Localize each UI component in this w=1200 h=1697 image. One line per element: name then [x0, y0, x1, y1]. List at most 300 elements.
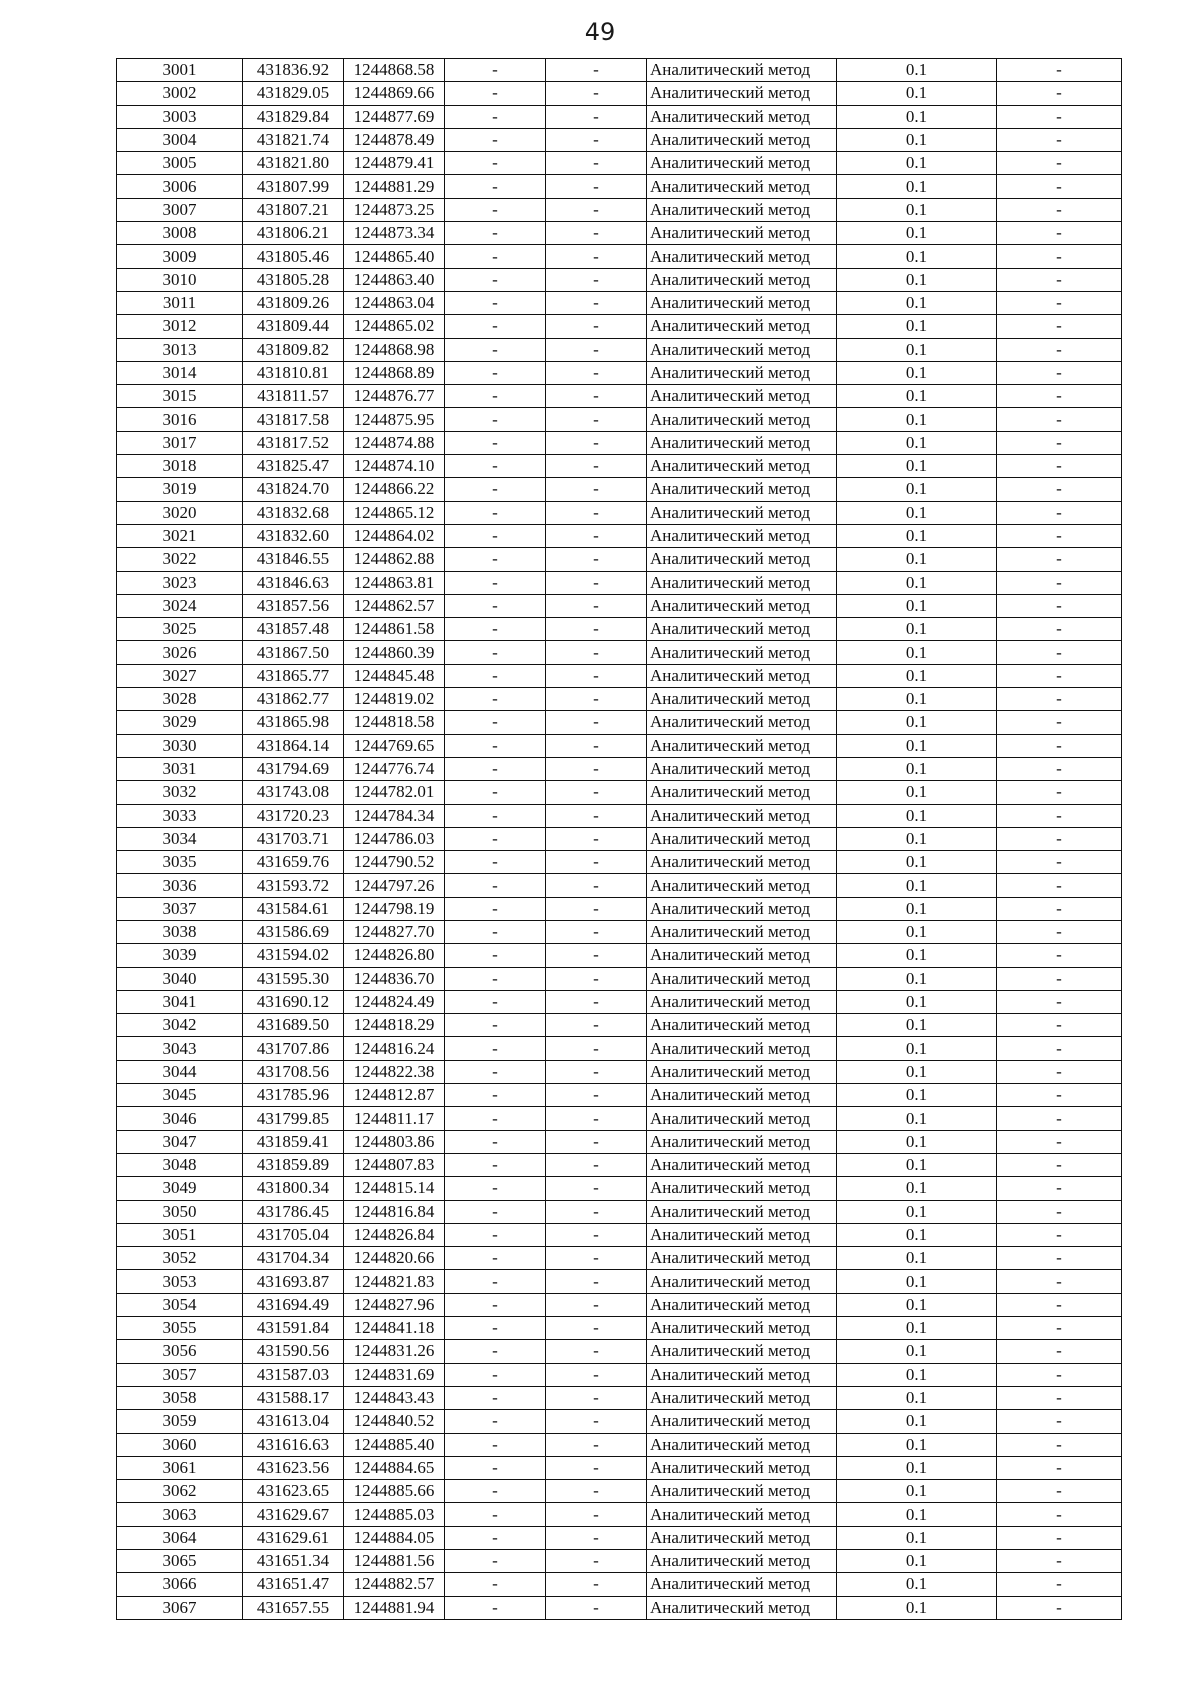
dash-cell: - [445, 571, 546, 594]
y-coordinate-cell: 1244885.66 [344, 1480, 445, 1503]
precision-cell: 0.1 [837, 827, 997, 850]
x-coordinate-cell: 431594.02 [243, 944, 344, 967]
dash-cell: - [546, 688, 647, 711]
dash-cell: - [997, 641, 1122, 664]
table-row [117, 455, 1122, 478]
dash-cell: - [445, 1596, 546, 1619]
x-coordinate-cell: 431590.56 [243, 1340, 344, 1363]
point-number-cell: 3003 [117, 105, 243, 128]
point-number-cell: 3067 [117, 1596, 243, 1619]
dash-cell: - [997, 385, 1122, 408]
precision-cell: 0.1 [837, 315, 997, 338]
dash-cell: - [445, 1153, 546, 1176]
table-row [117, 1340, 1122, 1363]
dash-cell: - [997, 1573, 1122, 1596]
dash-cell: - [546, 1293, 647, 1316]
dash-cell: - [445, 361, 546, 384]
y-coordinate-cell: 1244882.57 [344, 1573, 445, 1596]
dash-cell: - [445, 1386, 546, 1409]
x-coordinate-cell: 431703.71 [243, 827, 344, 850]
precision-cell: 0.1 [837, 967, 997, 990]
x-coordinate-cell: 431865.98 [243, 711, 344, 734]
table-row [117, 1247, 1122, 1270]
table-row [117, 245, 1122, 268]
x-coordinate-cell: 431836.92 [243, 59, 344, 82]
dash-cell: - [546, 734, 647, 757]
table-row [117, 757, 1122, 780]
dash-cell: - [445, 1293, 546, 1316]
precision-cell: 0.1 [837, 1014, 997, 1037]
dash-cell: - [445, 827, 546, 850]
precision-cell: 0.1 [837, 641, 997, 664]
point-number-cell: 3029 [117, 711, 243, 734]
precision-cell: 0.1 [837, 711, 997, 734]
x-coordinate-cell: 431587.03 [243, 1363, 344, 1386]
x-coordinate-cell: 431720.23 [243, 804, 344, 827]
precision-cell: 0.1 [837, 291, 997, 314]
table-row [117, 897, 1122, 920]
point-number-cell: 3063 [117, 1503, 243, 1526]
method-cell: Аналитический метод [647, 1060, 837, 1083]
dash-cell: - [445, 548, 546, 571]
precision-cell: 0.1 [837, 548, 997, 571]
dash-cell: - [546, 548, 647, 571]
precision-cell: 0.1 [837, 1037, 997, 1060]
method-cell: Аналитический метод [647, 1410, 837, 1433]
method-cell: Аналитический метод [647, 688, 837, 711]
precision-cell: 0.1 [837, 1363, 997, 1386]
dash-cell: - [546, 781, 647, 804]
dash-cell: - [445, 222, 546, 245]
precision-cell: 0.1 [837, 455, 997, 478]
method-cell: Аналитический метод [647, 548, 837, 571]
x-coordinate-cell: 431867.50 [243, 641, 344, 664]
dash-cell: - [546, 338, 647, 361]
method-cell: Аналитический метод [647, 385, 837, 408]
point-number-cell: 3059 [117, 1410, 243, 1433]
method-cell: Аналитический метод [647, 268, 837, 291]
method-cell: Аналитический метод [647, 874, 837, 897]
point-number-cell: 3064 [117, 1526, 243, 1549]
method-cell: Аналитический метод [647, 641, 837, 664]
dash-cell: - [445, 1340, 546, 1363]
point-number-cell: 3013 [117, 338, 243, 361]
precision-cell: 0.1 [837, 361, 997, 384]
precision-cell: 0.1 [837, 804, 997, 827]
dash-cell: - [546, 1014, 647, 1037]
method-cell: Аналитический метод [647, 501, 837, 524]
y-coordinate-cell: 1244869.66 [344, 82, 445, 105]
dash-cell: - [445, 1480, 546, 1503]
method-cell: Аналитический метод [647, 1247, 837, 1270]
y-coordinate-cell: 1244769.65 [344, 734, 445, 757]
y-coordinate-cell: 1244881.56 [344, 1550, 445, 1573]
point-number-cell: 3015 [117, 385, 243, 408]
x-coordinate-cell: 431809.82 [243, 338, 344, 361]
method-cell: Аналитический метод [647, 1340, 837, 1363]
dash-cell: - [997, 1177, 1122, 1200]
dash-cell: - [997, 1130, 1122, 1153]
dash-cell: - [997, 1456, 1122, 1479]
table-row [117, 1596, 1122, 1619]
dash-cell: - [445, 1247, 546, 1270]
table-row [117, 315, 1122, 338]
point-number-cell: 3036 [117, 874, 243, 897]
table-row [117, 944, 1122, 967]
x-coordinate-cell: 431817.52 [243, 431, 344, 454]
dash-cell: - [445, 338, 546, 361]
dash-cell: - [445, 128, 546, 151]
dash-cell: - [997, 431, 1122, 454]
precision-cell: 0.1 [837, 874, 997, 897]
dash-cell: - [445, 1550, 546, 1573]
method-cell: Аналитический метод [647, 1177, 837, 1200]
point-number-cell: 3045 [117, 1084, 243, 1107]
x-coordinate-cell: 431629.61 [243, 1526, 344, 1549]
dash-cell: - [445, 268, 546, 291]
method-cell: Аналитический метод [647, 1130, 837, 1153]
dash-cell: - [445, 1177, 546, 1200]
dash-cell: - [997, 105, 1122, 128]
table-row [117, 1480, 1122, 1503]
dash-cell: - [445, 315, 546, 338]
point-number-cell: 3057 [117, 1363, 243, 1386]
method-cell: Аналитический метод [647, 455, 837, 478]
dash-cell: - [997, 804, 1122, 827]
point-number-cell: 3034 [117, 827, 243, 850]
table-row [117, 501, 1122, 524]
dash-cell: - [997, 222, 1122, 245]
table-row [117, 548, 1122, 571]
table-row [117, 734, 1122, 757]
dash-cell: - [997, 897, 1122, 920]
coordinates-table [116, 58, 1122, 1620]
dash-cell: - [445, 1014, 546, 1037]
point-number-cell: 3053 [117, 1270, 243, 1293]
x-coordinate-cell: 431689.50 [243, 1014, 344, 1037]
method-cell: Аналитический метод [647, 781, 837, 804]
point-number-cell: 3049 [117, 1177, 243, 1200]
dash-cell: - [546, 1270, 647, 1293]
method-cell: Аналитический метод [647, 1503, 837, 1526]
y-coordinate-cell: 1244866.22 [344, 478, 445, 501]
table-row [117, 618, 1122, 641]
x-coordinate-cell: 431805.46 [243, 245, 344, 268]
precision-cell: 0.1 [837, 688, 997, 711]
y-coordinate-cell: 1244881.94 [344, 1596, 445, 1619]
table-row [117, 1084, 1122, 1107]
dash-cell: - [546, 851, 647, 874]
table-row [117, 1386, 1122, 1409]
method-cell: Аналитический метод [647, 734, 837, 757]
dash-cell: - [546, 361, 647, 384]
dash-cell: - [546, 1107, 647, 1130]
precision-cell: 0.1 [837, 408, 997, 431]
precision-cell: 0.1 [837, 1200, 997, 1223]
dash-cell: - [546, 222, 647, 245]
precision-cell: 0.1 [837, 1153, 997, 1176]
y-coordinate-cell: 1244790.52 [344, 851, 445, 874]
precision-cell: 0.1 [837, 82, 997, 105]
y-coordinate-cell: 1244818.58 [344, 711, 445, 734]
precision-cell: 0.1 [837, 1480, 997, 1503]
x-coordinate-cell: 431629.67 [243, 1503, 344, 1526]
table-row [117, 990, 1122, 1013]
precision-cell: 0.1 [837, 1060, 997, 1083]
table-row [117, 827, 1122, 850]
dash-cell: - [997, 478, 1122, 501]
method-cell: Аналитический метод [647, 361, 837, 384]
y-coordinate-cell: 1244824.49 [344, 990, 445, 1013]
point-number-cell: 3062 [117, 1480, 243, 1503]
x-coordinate-cell: 431693.87 [243, 1270, 344, 1293]
table-row [117, 1456, 1122, 1479]
precision-cell: 0.1 [837, 920, 997, 943]
dash-cell: - [445, 897, 546, 920]
dash-cell: - [997, 827, 1122, 850]
method-cell: Аналитический метод [647, 105, 837, 128]
dash-cell: - [997, 1014, 1122, 1037]
dash-cell: - [546, 641, 647, 664]
method-cell: Аналитический метод [647, 1317, 837, 1340]
x-coordinate-cell: 431657.55 [243, 1596, 344, 1619]
precision-cell: 0.1 [837, 338, 997, 361]
dash-cell: - [445, 245, 546, 268]
point-number-cell: 3022 [117, 548, 243, 571]
table-row [117, 408, 1122, 431]
dash-cell: - [997, 1247, 1122, 1270]
precision-cell: 0.1 [837, 734, 997, 757]
y-coordinate-cell: 1244884.05 [344, 1526, 445, 1549]
point-number-cell: 3046 [117, 1107, 243, 1130]
precision-cell: 0.1 [837, 1177, 997, 1200]
point-number-cell: 3040 [117, 967, 243, 990]
method-cell: Аналитический метод [647, 1363, 837, 1386]
dash-cell: - [546, 455, 647, 478]
point-number-cell: 3056 [117, 1340, 243, 1363]
method-cell: Аналитический метод [647, 594, 837, 617]
table-row [117, 1293, 1122, 1316]
dash-cell: - [546, 501, 647, 524]
method-cell: Аналитический метод [647, 1200, 837, 1223]
y-coordinate-cell: 1244818.29 [344, 1014, 445, 1037]
dash-cell: - [997, 990, 1122, 1013]
dash-cell: - [997, 1107, 1122, 1130]
dash-cell: - [997, 711, 1122, 734]
dash-cell: - [445, 967, 546, 990]
dash-cell: - [997, 1503, 1122, 1526]
dash-cell: - [445, 1200, 546, 1223]
dash-cell: - [445, 1363, 546, 1386]
dash-cell: - [546, 1573, 647, 1596]
dash-cell: - [546, 1433, 647, 1456]
table-row [117, 664, 1122, 687]
x-coordinate-cell: 431805.28 [243, 268, 344, 291]
precision-cell: 0.1 [837, 268, 997, 291]
table-row [117, 478, 1122, 501]
method-cell: Аналитический метод [647, 851, 837, 874]
precision-cell: 0.1 [837, 385, 997, 408]
precision-cell: 0.1 [837, 501, 997, 524]
dash-cell: - [445, 1573, 546, 1596]
method-cell: Аналитический метод [647, 664, 837, 687]
point-number-cell: 3061 [117, 1456, 243, 1479]
x-coordinate-cell: 431593.72 [243, 874, 344, 897]
dash-cell: - [445, 1037, 546, 1060]
table-row [117, 1107, 1122, 1130]
x-coordinate-cell: 431824.70 [243, 478, 344, 501]
dash-cell: - [997, 1480, 1122, 1503]
dash-cell: - [546, 1526, 647, 1549]
x-coordinate-cell: 431584.61 [243, 897, 344, 920]
point-number-cell: 3008 [117, 222, 243, 245]
x-coordinate-cell: 431862.77 [243, 688, 344, 711]
table-body [117, 59, 1122, 1620]
point-number-cell: 3024 [117, 594, 243, 617]
dash-cell: - [997, 1293, 1122, 1316]
y-coordinate-cell: 1244843.43 [344, 1386, 445, 1409]
point-number-cell: 3002 [117, 82, 243, 105]
dash-cell: - [546, 1386, 647, 1409]
y-coordinate-cell: 1244836.70 [344, 967, 445, 990]
y-coordinate-cell: 1244868.89 [344, 361, 445, 384]
method-cell: Аналитический метод [647, 1293, 837, 1316]
y-coordinate-cell: 1244875.95 [344, 408, 445, 431]
y-coordinate-cell: 1244885.03 [344, 1503, 445, 1526]
dash-cell: - [445, 291, 546, 314]
table-row [117, 524, 1122, 547]
point-number-cell: 3058 [117, 1386, 243, 1409]
x-coordinate-cell: 431809.44 [243, 315, 344, 338]
point-number-cell: 3014 [117, 361, 243, 384]
dash-cell: - [445, 920, 546, 943]
point-number-cell: 3030 [117, 734, 243, 757]
dash-cell: - [445, 175, 546, 198]
precision-cell: 0.1 [837, 198, 997, 221]
x-coordinate-cell: 431800.34 [243, 1177, 344, 1200]
y-coordinate-cell: 1244876.77 [344, 385, 445, 408]
table-row [117, 781, 1122, 804]
precision-cell: 0.1 [837, 944, 997, 967]
dash-cell: - [997, 874, 1122, 897]
dash-cell: - [546, 152, 647, 175]
dash-cell: - [997, 688, 1122, 711]
precision-cell: 0.1 [837, 1107, 997, 1130]
y-coordinate-cell: 1244831.69 [344, 1363, 445, 1386]
dash-cell: - [546, 1247, 647, 1270]
point-number-cell: 3065 [117, 1550, 243, 1573]
y-coordinate-cell: 1244797.26 [344, 874, 445, 897]
precision-cell: 0.1 [837, 431, 997, 454]
y-coordinate-cell: 1244874.10 [344, 455, 445, 478]
dash-cell: - [997, 1084, 1122, 1107]
dash-cell: - [546, 967, 647, 990]
y-coordinate-cell: 1244861.58 [344, 618, 445, 641]
precision-cell: 0.1 [837, 594, 997, 617]
precision-cell: 0.1 [837, 1503, 997, 1526]
table-row [117, 851, 1122, 874]
method-cell: Аналитический метод [647, 1270, 837, 1293]
dash-cell: - [997, 851, 1122, 874]
dash-cell: - [546, 315, 647, 338]
dash-cell: - [445, 594, 546, 617]
point-number-cell: 3012 [117, 315, 243, 338]
precision-cell: 0.1 [837, 478, 997, 501]
table-row [117, 1433, 1122, 1456]
method-cell: Аналитический метод [647, 291, 837, 314]
point-number-cell: 3026 [117, 641, 243, 664]
table-row [117, 291, 1122, 314]
x-coordinate-cell: 431810.81 [243, 361, 344, 384]
dash-cell: - [546, 711, 647, 734]
dash-cell: - [997, 734, 1122, 757]
method-cell: Аналитический метод [647, 944, 837, 967]
point-number-cell: 3019 [117, 478, 243, 501]
point-number-cell: 3066 [117, 1573, 243, 1596]
dash-cell: - [997, 315, 1122, 338]
table-row [117, 967, 1122, 990]
point-number-cell: 3011 [117, 291, 243, 314]
y-coordinate-cell: 1244816.24 [344, 1037, 445, 1060]
precision-cell: 0.1 [837, 1573, 997, 1596]
precision-cell: 0.1 [837, 1550, 997, 1573]
precision-cell: 0.1 [837, 1247, 997, 1270]
point-number-cell: 3017 [117, 431, 243, 454]
method-cell: Аналитический метод [647, 478, 837, 501]
dash-cell: - [546, 1480, 647, 1503]
x-coordinate-cell: 431743.08 [243, 781, 344, 804]
y-coordinate-cell: 1244878.49 [344, 128, 445, 151]
dash-cell: - [445, 385, 546, 408]
point-number-cell: 3044 [117, 1060, 243, 1083]
dash-cell: - [546, 431, 647, 454]
precision-cell: 0.1 [837, 245, 997, 268]
y-coordinate-cell: 1244865.40 [344, 245, 445, 268]
dash-cell: - [546, 1317, 647, 1340]
dash-cell: - [546, 1550, 647, 1573]
y-coordinate-cell: 1244820.66 [344, 1247, 445, 1270]
dash-cell: - [445, 455, 546, 478]
dash-cell: - [546, 897, 647, 920]
dash-cell: - [997, 291, 1122, 314]
method-cell: Аналитический метод [647, 315, 837, 338]
dash-cell: - [546, 1084, 647, 1107]
dash-cell: - [546, 1200, 647, 1223]
method-cell: Аналитический метод [647, 1107, 837, 1130]
table-row [117, 175, 1122, 198]
point-number-cell: 3047 [117, 1130, 243, 1153]
dash-cell: - [445, 1107, 546, 1130]
dash-cell: - [546, 1363, 647, 1386]
dash-cell: - [997, 361, 1122, 384]
dash-cell: - [445, 82, 546, 105]
point-number-cell: 3028 [117, 688, 243, 711]
dash-cell: - [997, 1340, 1122, 1363]
x-coordinate-cell: 431785.96 [243, 1084, 344, 1107]
dash-cell: - [997, 618, 1122, 641]
y-coordinate-cell: 1244782.01 [344, 781, 445, 804]
dash-cell: - [997, 664, 1122, 687]
method-cell: Аналитический метод [647, 1084, 837, 1107]
table-row [117, 1037, 1122, 1060]
method-cell: Аналитический метод [647, 524, 837, 547]
point-number-cell: 3033 [117, 804, 243, 827]
point-number-cell: 3010 [117, 268, 243, 291]
dash-cell: - [546, 198, 647, 221]
dash-cell: - [445, 711, 546, 734]
table-row [117, 1130, 1122, 1153]
method-cell: Аналитический метод [647, 804, 837, 827]
